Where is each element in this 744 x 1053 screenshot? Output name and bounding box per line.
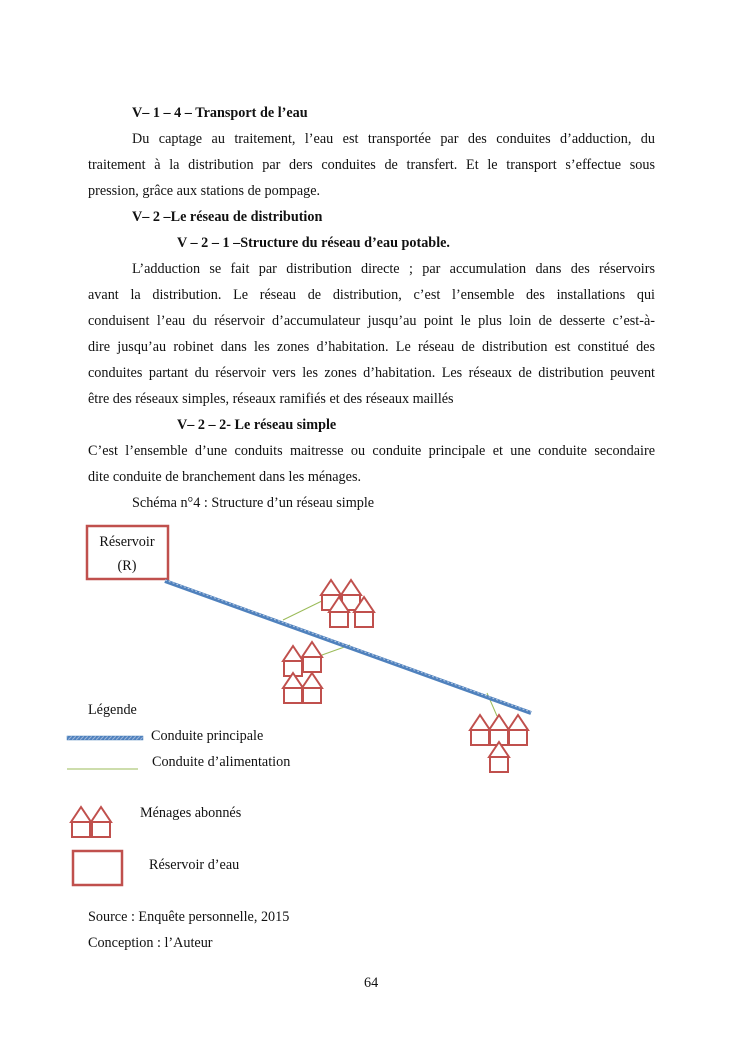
paragraph-line: dite conduite de branchement dans les ménages. — [88, 469, 362, 485]
paragraph-line: C’est l’ensemble d’une conduits maitresse ou conduite principale et une conduite secondaire — [88, 443, 655, 459]
conception-note: Conception : l’Auteur — [88, 935, 213, 951]
schema-caption: Schéma n°4 : Structure d’un réseau simple — [132, 495, 375, 511]
legend-main-pipe-label: Conduite principale — [151, 728, 264, 744]
legend-households-symbol — [71, 807, 111, 837]
household-cluster — [470, 715, 528, 772]
house-icon — [508, 715, 528, 745]
reservoir-label-r: (R) — [117, 558, 137, 574]
source-note: Source : Enquête personnelle, 2015 — [88, 909, 290, 925]
paragraph-line: pression, grâce aux stations de pompage. — [88, 183, 321, 199]
paragraph-line: L’adduction se fait par distribution directe ; par accumulation dans des réservoirs — [132, 261, 655, 277]
paragraph-line: conduites partant du réservoir vers les zones d’habitation. Les réseaux de distribution peuvent — [88, 365, 655, 381]
legend-households-label: Ménages abonnés — [140, 805, 242, 821]
paragraph-line: être des réseaux simples, réseaux ramifiés et des réseaux maillés — [88, 391, 454, 407]
paragraph-line: avant la distribution. Le réseau de distribution, c’est l’ensemble des installations qui — [88, 287, 655, 303]
legend-title: Légende — [88, 702, 137, 718]
house-icon — [302, 642, 322, 672]
heading-structure: V – 2 – 1 –Structure du réseau d’eau potable. — [177, 235, 450, 251]
house-icon — [283, 673, 303, 703]
legend-reservoir-label: Réservoir d’eau — [149, 857, 240, 873]
house-icon — [470, 715, 490, 745]
legend-reservoir-symbol — [73, 851, 122, 885]
heading-distribution: V– 2 –Le réseau de distribution — [132, 209, 323, 225]
paragraph-line: dire jusqu’au robinet dans les zones d’habitation. Le réseau de distribution est constitué des — [88, 339, 655, 355]
heading-simple-network: V– 2 – 2- Le réseau simple — [177, 417, 337, 433]
paragraph-line: traitement à la distribution par ders conduites de transfert. Et le transport s’effectue sous — [88, 157, 655, 173]
paragraph-line: conduisent l’eau du réservoir d’accumulateur jusqu’au point le plus loin de desserte c’est-à- — [88, 313, 655, 329]
house-icon — [302, 673, 322, 703]
house-icon — [489, 742, 509, 772]
household-cluster — [283, 642, 322, 703]
paragraph-line: Du captage au traitement, l’eau est transportée par des conduites d’adduction, du — [132, 131, 655, 147]
household-cluster — [321, 580, 374, 627]
reservoir-label: Réservoir — [99, 534, 155, 550]
legend-main-pipe-symbol — [67, 736, 143, 740]
house-icon — [91, 807, 111, 837]
heading-transport: V– 1 – 4 – Transport de l’eau — [132, 105, 308, 121]
house-icon — [71, 807, 91, 837]
legend-feed-pipe-label: Conduite d’alimentation — [152, 754, 291, 770]
page-number: 64 — [364, 975, 379, 991]
